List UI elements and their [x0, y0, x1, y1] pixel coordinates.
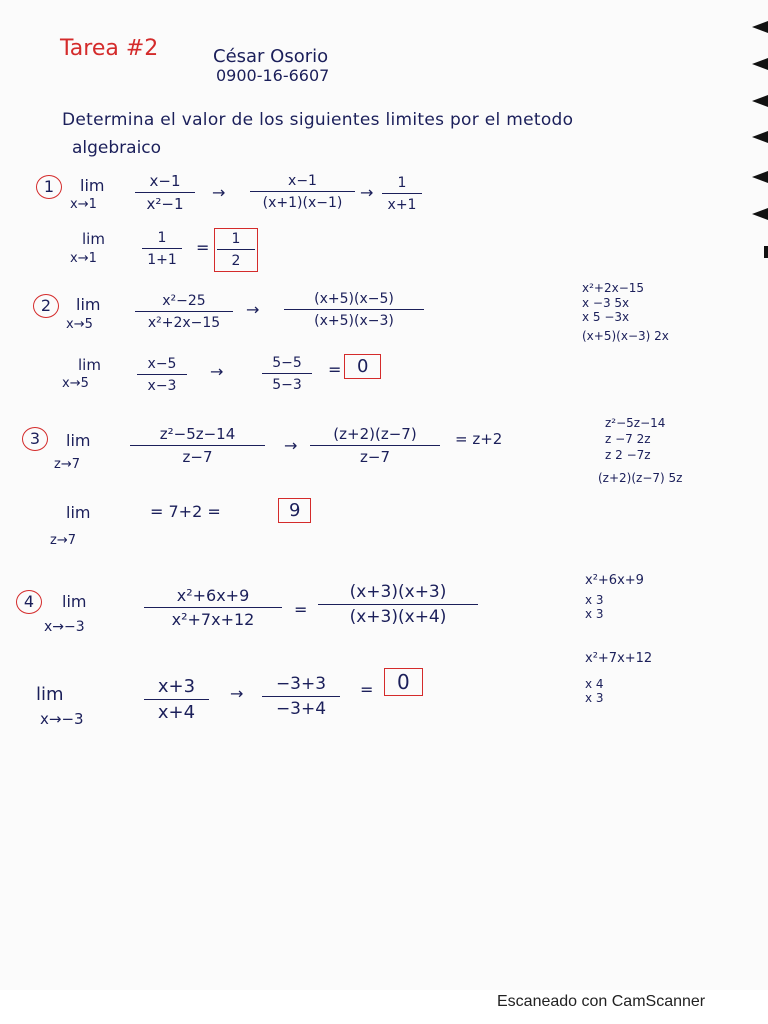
lim-approach: x→5	[62, 376, 89, 391]
evaluation-fraction	[142, 231, 182, 267]
binder-mark	[752, 128, 768, 140]
fraction-bar	[262, 696, 340, 697]
student-name: César Osorio	[213, 46, 329, 67]
instructions-line-2: algebraico	[72, 138, 162, 158]
fraction-denominator: 5−3	[272, 377, 302, 393]
side-work-line: x 3	[585, 607, 604, 621]
side-work-line: z²−5z−14	[605, 416, 666, 430]
arrow: →	[212, 183, 226, 202]
instructions-line-1: Determina el valor de los siguientes limites por el metodo	[62, 110, 574, 130]
side-work-line: x 4	[585, 677, 604, 691]
problem-number-circle: 3	[22, 427, 48, 451]
fraction-bar	[144, 607, 282, 608]
equals-sign: =	[294, 600, 308, 619]
fraction-denominator: x+4	[157, 702, 196, 723]
fraction-bar	[382, 193, 422, 194]
fraction-denominator: −3+4	[275, 699, 327, 719]
fraction-numerator: x−1	[288, 173, 317, 189]
fraction-numerator: 1	[397, 175, 407, 191]
equals-sign: =	[360, 680, 374, 699]
side-work-line: x²+2x−15	[582, 281, 645, 295]
fraction-denominator: (x+1)(x−1)	[262, 195, 343, 211]
expression-fraction	[135, 294, 233, 330]
side-work-line: x −3 5x	[582, 296, 630, 310]
fraction-bar	[137, 374, 187, 375]
factored-fraction	[250, 174, 355, 210]
lim-label: lim	[80, 176, 105, 195]
fraction-numerator: x²+6x+9	[176, 586, 250, 605]
lim-approach: x→−3	[44, 619, 85, 635]
expression-fraction	[144, 588, 282, 628]
evaluation-fraction	[144, 678, 209, 722]
answer-box: 9	[278, 498, 311, 523]
evaluation-fraction	[137, 357, 187, 393]
answer-box: 0	[344, 354, 381, 379]
fraction-denominator: 1+1	[147, 252, 177, 268]
fraction-denominator: x²+7x+12	[171, 610, 255, 629]
arrow: →	[210, 362, 224, 381]
side-work-line: x²+6x+9	[585, 573, 644, 588]
equals-sign: =	[328, 360, 342, 379]
lim-label: lim	[36, 684, 64, 705]
lim-approach: x→1	[70, 251, 97, 266]
lim-label: lim	[66, 503, 91, 522]
lim-label: lim	[62, 592, 87, 611]
fraction-numerator: x²−25	[162, 293, 206, 309]
side-work-line: z 2 −7z	[605, 448, 651, 462]
expression-fraction	[135, 174, 195, 212]
lim-label: lim	[82, 230, 105, 248]
lim-label: lim	[78, 356, 101, 374]
factored-fraction	[318, 584, 478, 626]
fraction-denominator: x+1	[387, 197, 417, 213]
fraction-bar	[318, 604, 478, 605]
fraction-denominator: (x+3)(x+4)	[349, 607, 447, 627]
binder-mark	[752, 55, 768, 67]
side-work-line: (z+2)(z−7) 5z	[598, 471, 683, 485]
answer-box	[214, 228, 258, 272]
fraction-denominator: x²−1	[146, 195, 184, 213]
fraction-bar	[144, 699, 209, 700]
arrow: →	[360, 183, 374, 202]
answer-box: 0	[384, 668, 423, 696]
fraction-numerator: x−1	[149, 172, 181, 190]
scanner-watermark: Escaneado con CamScanner	[497, 993, 706, 1010]
assignment-title: Tarea #2	[60, 36, 159, 61]
arrow: →	[246, 300, 260, 319]
fraction-bar	[250, 191, 355, 192]
lim-approach: z→7	[50, 533, 76, 548]
fraction-numerator: 1	[231, 231, 241, 247]
lim-label: lim	[66, 431, 91, 450]
binder-mark	[752, 243, 768, 255]
substitution-fraction	[262, 676, 340, 718]
fraction-numerator: (z+2)(z−7)	[333, 425, 417, 443]
fraction-numerator: z²−5z−14	[159, 425, 236, 443]
side-work-line: x 3	[585, 691, 604, 705]
fraction-bar	[310, 445, 440, 446]
fraction-numerator: (x+5)(x−5)	[314, 291, 394, 307]
fraction-bar	[284, 309, 424, 310]
binder-mark	[752, 92, 768, 104]
fraction-bar	[135, 311, 233, 312]
fraction-bar	[142, 248, 182, 249]
fraction-bar	[262, 373, 312, 374]
side-work-line: (x+5)(x−3) 2x	[582, 329, 669, 343]
fraction-numerator: (x+3)(x+3)	[349, 582, 447, 602]
substitution-fraction	[262, 356, 312, 392]
lim-approach: x→1	[70, 197, 97, 212]
fraction-denominator: z−7	[360, 448, 390, 466]
side-work-line: x 3	[585, 593, 604, 607]
fraction-bar	[217, 249, 255, 250]
side-work-line: x 5 −3x	[582, 310, 630, 324]
fraction-denominator: x²+2x−15	[147, 315, 221, 331]
binder-mark	[752, 168, 768, 180]
lim-label: lim	[76, 295, 101, 314]
student-id: 0900-16-6607	[216, 66, 330, 85]
simplified-fraction	[382, 176, 422, 212]
fraction-denominator: x−3	[147, 378, 177, 394]
fraction-denominator: z−7	[182, 448, 213, 466]
problem-number-circle: 1	[36, 175, 62, 199]
equals-sign: =	[196, 238, 210, 257]
problem-number-circle: 2	[33, 294, 59, 318]
lim-approach: x→−3	[40, 710, 84, 728]
binder-mark	[752, 18, 768, 30]
fraction-denominator: (x+5)(x−3)	[314, 313, 394, 329]
fraction-numerator: 1	[157, 230, 167, 246]
fraction-numerator: −3+3	[275, 674, 327, 694]
fraction-numerator: 5−5	[272, 355, 302, 371]
arrow: →	[284, 436, 298, 455]
arrow: →	[230, 684, 244, 703]
factored-fraction	[284, 292, 424, 328]
side-work-line: x²+7x+12	[585, 651, 653, 666]
binder-mark	[752, 205, 768, 217]
side-work-line: z −7 2z	[605, 432, 651, 446]
fraction-denominator: 2	[231, 253, 241, 269]
fraction-numerator: x−5	[147, 356, 177, 372]
problem-number-circle: 4	[16, 590, 42, 614]
fraction-numerator: x+3	[157, 676, 196, 697]
fraction-bar	[135, 192, 195, 193]
evaluation-expression: = 7+2 =	[150, 502, 221, 521]
lim-approach: x→5	[66, 317, 93, 332]
fraction-bar	[130, 445, 265, 446]
lim-approach: z→7	[54, 457, 80, 472]
simplified-expression: = z+2	[455, 430, 503, 448]
factored-fraction	[310, 427, 440, 465]
expression-fraction	[130, 427, 265, 465]
